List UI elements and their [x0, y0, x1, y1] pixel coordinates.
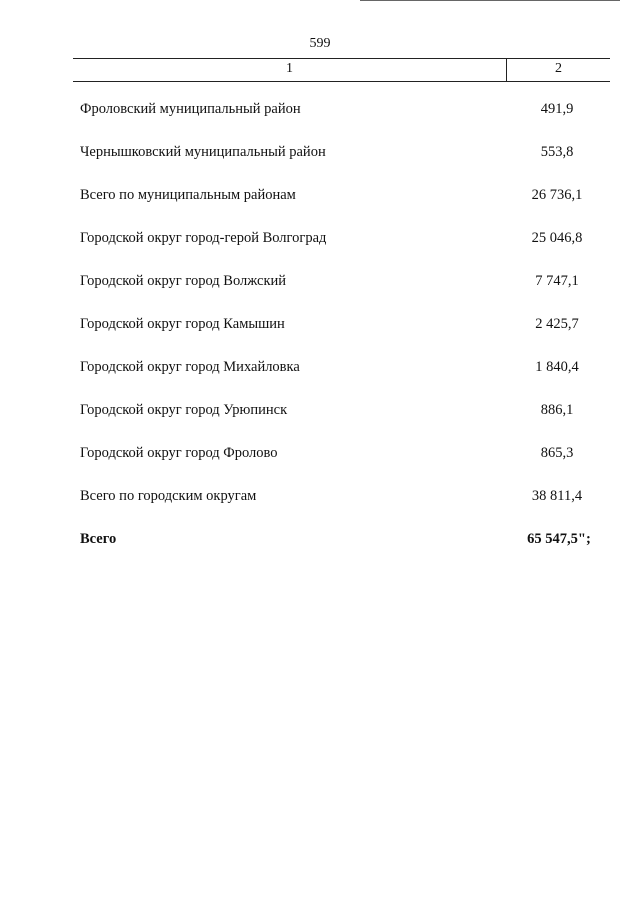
table-row	[73, 144, 610, 187]
row-name: Городской округ город-герой Волгоград	[80, 230, 327, 246]
row-name: Городской округ город Урюпинск	[80, 402, 288, 418]
table-header	[73, 58, 610, 82]
row-name: Городской округ город Камышин	[80, 316, 285, 332]
table-row	[73, 101, 610, 144]
row-name: Городской округ город Фролово	[80, 445, 278, 461]
row-value: 491,9	[540, 101, 574, 117]
row-value: 7 747,1	[535, 273, 579, 289]
row-name: Чернышковский муниципальный район	[80, 144, 326, 160]
row-name: Всего по городским округам	[80, 488, 257, 504]
table-body	[73, 101, 610, 574]
grand-total-label: Всего	[80, 531, 117, 547]
row-value: 1 840,4	[535, 359, 579, 375]
table-row	[73, 488, 610, 531]
table-row	[73, 359, 610, 402]
grand-total-value: 65 547,5";	[527, 531, 591, 547]
page-number: 599	[309, 36, 331, 51]
grand-total-row	[73, 531, 610, 574]
row-name: Фроловский муниципальный район	[80, 101, 301, 117]
top-rule	[360, 0, 620, 1]
column-header-1: 1	[286, 61, 293, 76]
table-row	[73, 230, 610, 273]
table-row	[73, 273, 610, 316]
row-value: 865,3	[540, 445, 574, 461]
row-value: 2 425,7	[535, 316, 579, 332]
row-name: Городской округ город Волжский	[80, 273, 287, 289]
table-row	[73, 445, 610, 488]
row-value: 38 811,4	[531, 488, 583, 504]
table-row	[73, 187, 610, 230]
table-row	[73, 316, 610, 359]
row-value: 886,1	[540, 402, 574, 418]
row-name: Всего по муниципальным районам	[80, 187, 296, 203]
row-value: 553,8	[540, 144, 574, 160]
row-name: Городской округ город Михайловка	[80, 359, 300, 375]
data-table	[73, 58, 610, 547]
row-value: 26 736,1	[531, 187, 583, 203]
column-header-2: 2	[555, 61, 562, 76]
table-row	[73, 402, 610, 445]
row-value: 25 046,8	[531, 230, 583, 246]
